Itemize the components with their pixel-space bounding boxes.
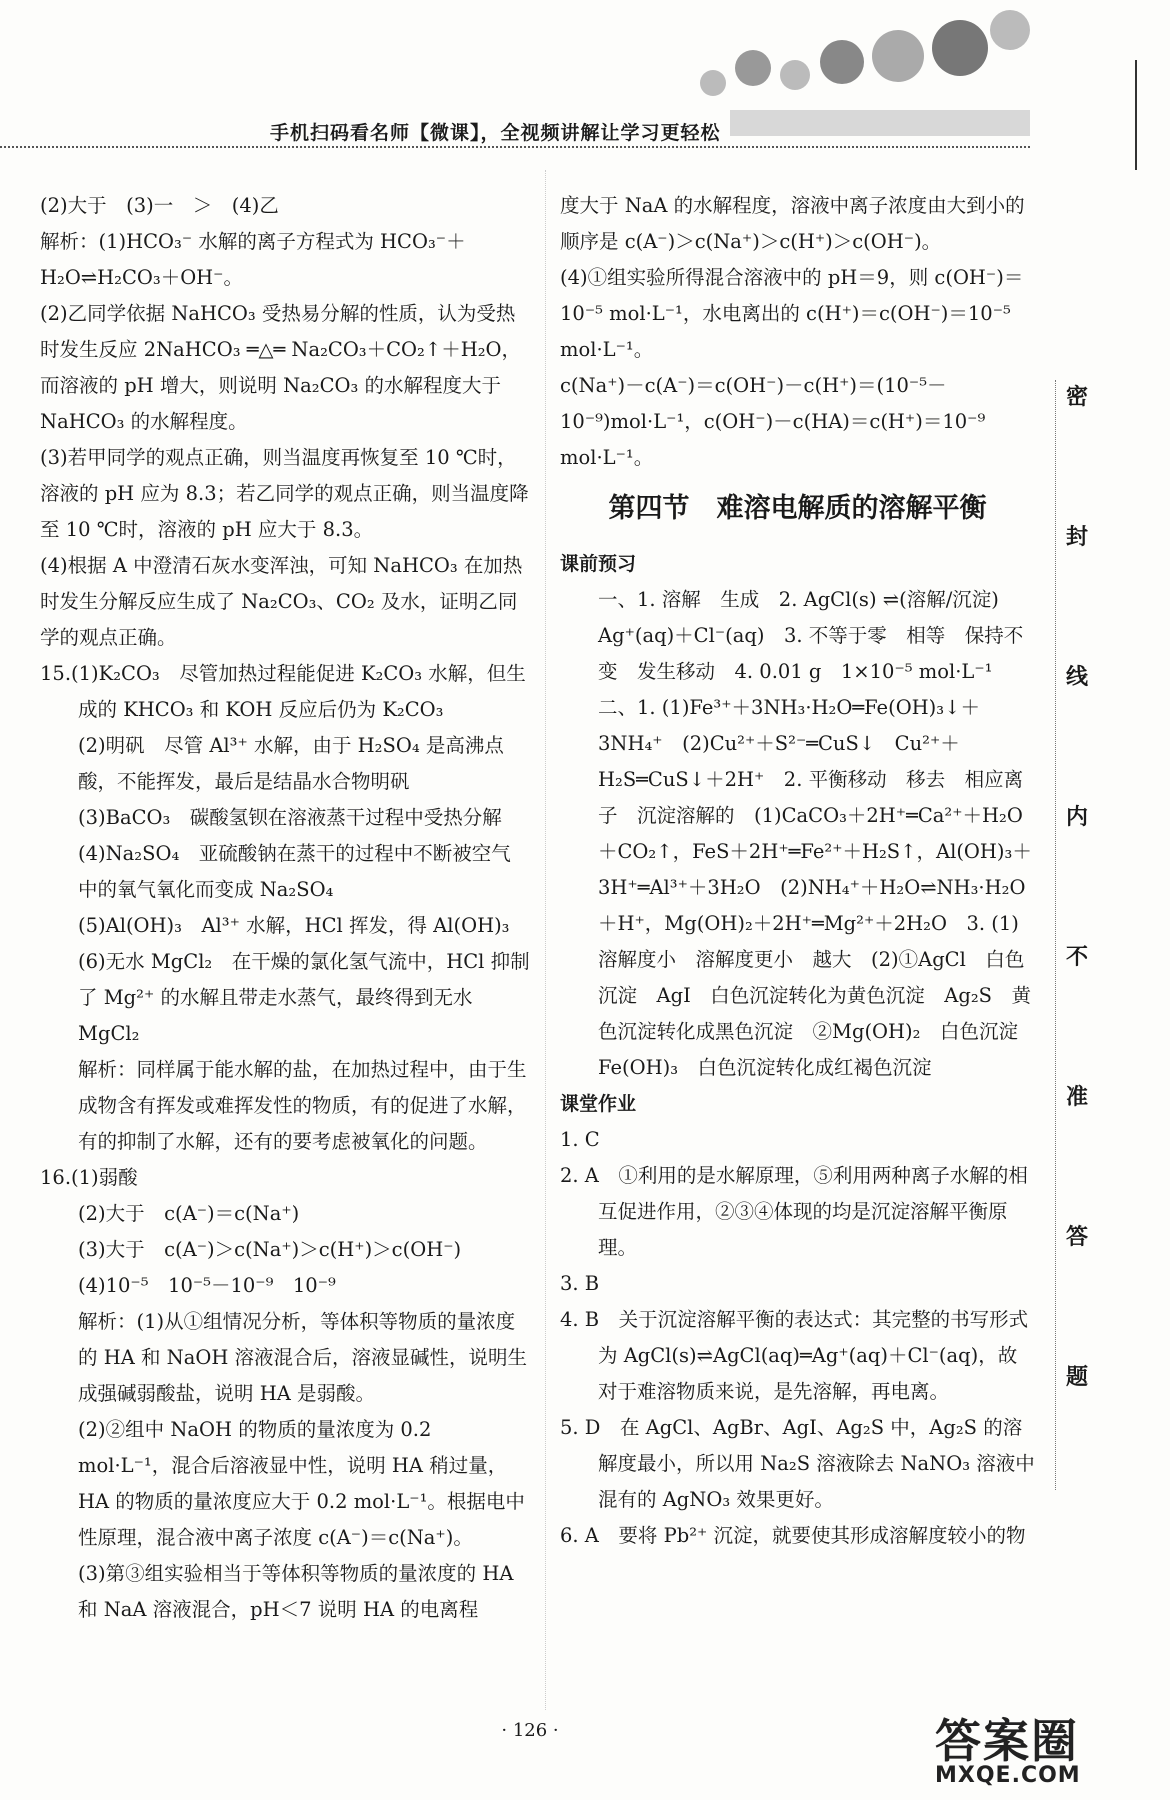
binding-char: 不 (1066, 945, 1089, 970)
decor-dot (780, 60, 810, 90)
answer-line: (3)BaCO₃ 碳酸氢钡在溶液蒸干过程中受热分解 (78, 806, 502, 829)
binding-char: 内 (1066, 805, 1089, 830)
binding-char: 题 (1066, 1365, 1089, 1390)
page-header (0, 0, 1170, 150)
answer-line: 1. C (560, 1128, 600, 1151)
answer-line: (2)明矾 尽管 Al³⁺ 水解，由于 H₂SO₄ 是高沸点酸，不能挥发，最后是结晶水合物明矾 (78, 734, 504, 793)
decor-dot (735, 50, 771, 86)
decor-dot (872, 30, 924, 82)
watermark-url: MXQE.COM (935, 1763, 1081, 1788)
header-slogan: 手机扫码看名师【微课】，全视频讲解让学习更轻松 (270, 122, 721, 144)
preview-heading: 课前预习 (560, 553, 637, 575)
header-rule (0, 146, 1030, 148)
left-column (40, 188, 530, 1628)
answer-line: (6)无水 MgCl₂ 在干燥的氯化氢气流中，HCl 抑制了 Mg²⁺ 的水解且带走水蒸气，最终得到无水 MgCl₂ (78, 950, 530, 1045)
section-title: 第四节 难溶电解质的溶解平衡 (608, 493, 987, 524)
answer-line: (4)根据 A 中澄清石灰水变浑浊，可知 NaHCO₃ 在加热时发生分解反应生成了 Na₂CO₃、CO₂ 及水，证明乙同学的观点正确。 (40, 554, 523, 649)
answer-line: 5. D 在 AgCl、AgBr、AgI、Ag₂S 中，Ag₂S 的溶解度最小，所以用 Na₂S 溶液除去 NaNO₃ 溶液中混有的 AgNO₃ 效果更好。 (560, 1416, 1035, 1511)
answer-line: (3)若甲同学的观点正确，则当温度再恢复至 10 ℃时，溶液的 pH 应为 8.3；若乙同学的观点正确，则当温度降至 10 ℃时，溶液的 pH 应大于 8.3。 (40, 446, 529, 541)
answer-line: (2)大于 (3)一 ＞ (4)乙 (40, 194, 279, 217)
answer-line: (4)Na₂SO₄ 亚硫酸钠在蒸干的过程中不断被空气中的氧气氧化而变成 Na₂SO₄ (78, 842, 511, 901)
answer-line: (4)10⁻⁵ 10⁻⁵－10⁻⁹ 10⁻⁹ (78, 1274, 336, 1297)
answer-line: 15.(1)K₂CO₃ 尽管加热过程能促进 K₂CO₃ 水解，但生成的 KHCO₃ 和 KOH 反应后仍为 K₂CO₃ (40, 662, 526, 721)
answer-line: 16.(1)弱酸 (40, 1166, 138, 1189)
answer-line: 一、1. 溶解 生成 2. AgCl(s) ⇌(溶解/沉淀) Ag⁺(aq)＋Cl⁻(aq) 3. 不等于零 相等 保持不变 发生移动 4. 0.01 g 1×10⁻⁵ mol·L⁻¹ (598, 588, 1024, 683)
decor-dot (820, 40, 864, 84)
answer-line: 3. B (560, 1272, 600, 1295)
answer-line: (2)②组中 NaOH 的物质的量浓度为 0.2 mol·L⁻¹，混合后溶液显中性，说明 HA 稍过量，HA 的物质的量浓度应大于 0.2 mol·L⁻¹。根据电中性原理，混合液中离子浓度 c(A⁻)＝c(Na⁺)。 (78, 1418, 525, 1549)
column-divider (545, 170, 546, 1710)
answer-line: c(Na⁺)－c(A⁻)＝c(OH⁻)－c(H⁺)＝(10⁻⁵－10⁻⁹)mol·L⁻¹，c(OH⁻)－c(HA)＝c(H⁺)＝10⁻⁹ mol·L⁻¹。 (560, 374, 986, 469)
binding-char: 线 (1066, 665, 1089, 690)
binding-char: 密 (1066, 385, 1089, 410)
watermark-logo-text: 答案圈 (935, 1714, 1079, 1768)
answer-line: (2)乙同学依据 NaHCO₃ 受热易分解的性质，认为受热时发生反应 2NaHCO₃ ═△═ Na₂CO₃＋CO₂↑＋H₂O，而溶液的 pH 增大，则说明 Na₂CO₃ 的水解程度大于 NaHCO₃ 的水解程度。 (40, 302, 521, 433)
answer-line: 4. B 关于沉淀溶解平衡的表达式：其完整的书写形式为 AgCl(s)⇌AgCl(aq)═Ag⁺(aq)＋Cl⁻(aq)，故对于难溶物质来说，是先溶解，再电离。 (560, 1308, 1029, 1403)
header-banner (730, 110, 1030, 136)
site-watermark (935, 1705, 1160, 1793)
decor-dot (932, 20, 988, 76)
page-number: · 126 · (501, 1720, 559, 1741)
binding-margin (1055, 380, 1096, 1490)
answer-line: 度大于 NaA 的水解程度，溶液中离子浓度由大到小的顺序是 c(A⁻)＞c(Na⁺)＞c(H⁺)＞c(OH⁻)。 (560, 194, 1025, 253)
answer-line: 2. A ①利用的是水解原理，⑤利用两种离子水解的相互促进作用，②③④体现的均是沉淀溶解平衡原理。 (560, 1164, 1028, 1259)
right-column (560, 188, 1038, 1554)
answer-line: 解析：(1)从①组情况分析，等体积等物质的量浓度的 HA 和 NaOH 溶液混合后，溶液显碱性，说明生成强碱弱酸盐，说明 HA 是弱酸。 (78, 1310, 528, 1405)
answer-line: 二、1. (1)Fe³⁺＋3NH₃·H₂O═Fe(OH)₃↓＋3NH₄⁺ (2)Cu²⁺＋S²⁻═CuS↓ Cu²⁺＋H₂S═CuS↓＋2H⁺ 2. 平衡移动 移去 相应离子 沉淀溶解的 (1)CaCO₃＋2H⁺═Ca²⁺＋H₂O＋CO₂↑，FeS＋2H⁺═Fe²⁺＋H₂S↑，Al(OH)₃＋3H⁺═Al³⁺＋3H₂O (2)NH₄⁺＋H₂O⇌NH₃·H₂O＋H⁺，Mg(OH)₂＋2H⁺═Mg²⁺＋2H₂O 3. (1)溶解度小 溶解度更小 越大 (2)①AgCl 白色沉淀 AgI 白色沉淀转化为黄色沉淀 Ag₂S 黄色沉淀转化成黑色沉淀 ②Mg(OH)₂ 白色沉淀 Fe(OH)₃ 白色沉淀转化成红褐色沉淀 (598, 696, 1038, 1079)
answer-line: 解析：(1)HCO₃⁻ 水解的离子方程式为 HCO₃⁻＋H₂O⇌H₂CO₃＋OH⁻。 (40, 230, 466, 289)
answer-line: 6. A 要将 Pb²⁺ 沉淀，就要使其形成溶解度较小的物 (560, 1524, 1026, 1547)
binding-char: 封 (1066, 525, 1089, 550)
binding-char: 答 (1066, 1225, 1089, 1250)
answer-line: (4)①组实验所得混合溶液中的 pH＝9，则 c(OH⁻)＝10⁻⁵ mol·L⁻¹，水电离出的 c(H⁺)＝c(OH⁻)＝10⁻⁵ mol·L⁻¹。 (560, 266, 1024, 361)
binding-char: 准 (1066, 1085, 1089, 1110)
classwork-heading: 课堂作业 (560, 1093, 637, 1115)
decor-dot (700, 70, 726, 96)
decor-dot (990, 10, 1030, 50)
answer-line: (2)大于 c(A⁻)＝c(Na⁺) (78, 1202, 300, 1225)
margin-rule (1135, 60, 1137, 170)
answer-line: (5)Al(OH)₃ Al³⁺ 水解，HCl 挥发，得 Al(OH)₃ (78, 914, 510, 937)
answer-line: (3)第③组实验相当于等体积等物质的量浓度的 HA 和 NaA 溶液混合，pH＜7 说明 HA 的电离程 (78, 1562, 514, 1621)
answer-line: 解析：同样属于能水解的盐，在加热过程中，由于生成物含有挥发或难挥发性的物质，有的促进了水解，有的抑制了水解，还有的要考虑被氧化的问题。 (78, 1058, 527, 1153)
answer-line: (3)大于 c(A⁻)＞c(Na⁺)＞c(H⁺)＞c(OH⁻) (78, 1238, 462, 1261)
